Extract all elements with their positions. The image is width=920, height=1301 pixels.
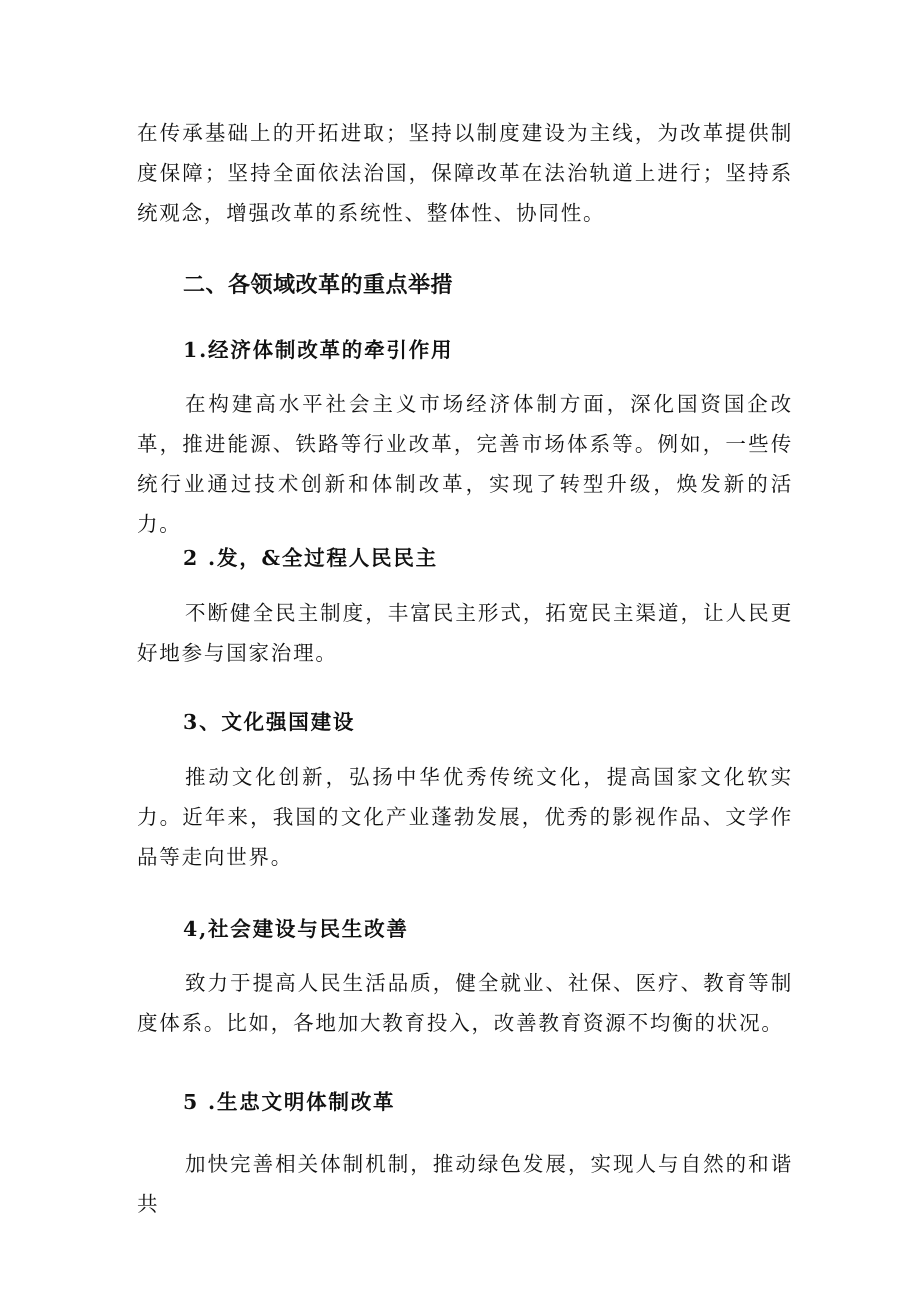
subsection-title-3: 3、文化强国建设 (183, 710, 356, 734)
subsection-body-3: 推动文化创新，弘扬中华优秀传统文化，提高国家文化软实力。近年来，我国的文化产业蓬勃发展，优秀的影视作品、文学作品等走向世界。 (137, 765, 793, 869)
subsection-title-1: 1.经济体制改革的牵引作用 (183, 338, 454, 362)
subsection-body-4: 致力于提高人民生活品质，健全就业、社保、医疗、教育等制度体系。比如，各地加大教育投入，改善教育资源不均衡的状况。 (137, 971, 793, 1035)
subsection-title-4: 4,社会建设与民生改善 (183, 917, 409, 941)
subsection-body-1: 在构建高水平社会主义市场经济体制方面，深化国资国企改革，推进能源、铁路等行业改革，完善市场体系等。例如，一些传统行业通过技术创新和体制改革，实现了转型升级，焕发新的活力。 (137, 392, 793, 536)
subsection-body-2: 不断健全民主制度，丰富民主形式，拓宽民主渠道，让人民更好地参与国家治理。 (137, 601, 793, 665)
subsection-title-5: 5 .生忠文明体制改革 (183, 1090, 396, 1114)
intro-paragraph: 在传承基础上的开拓进取；坚持以制度建设为主线，为改革提供制度保障；坚持全面依法治国，保障改革在法治轨道上进行；坚持系统观念，增强改革的系统性、整体性、协同性。 (137, 121, 793, 225)
subsection-title-2: 2 .发，&全过程人民民主 (183, 546, 438, 570)
section-heading: 二、各领域改革的重点举措 (183, 273, 454, 298)
subsection-body-5: 加快完善相关体制机制，推动绿色发展，实现人与自然的和谐共 (137, 1152, 793, 1216)
